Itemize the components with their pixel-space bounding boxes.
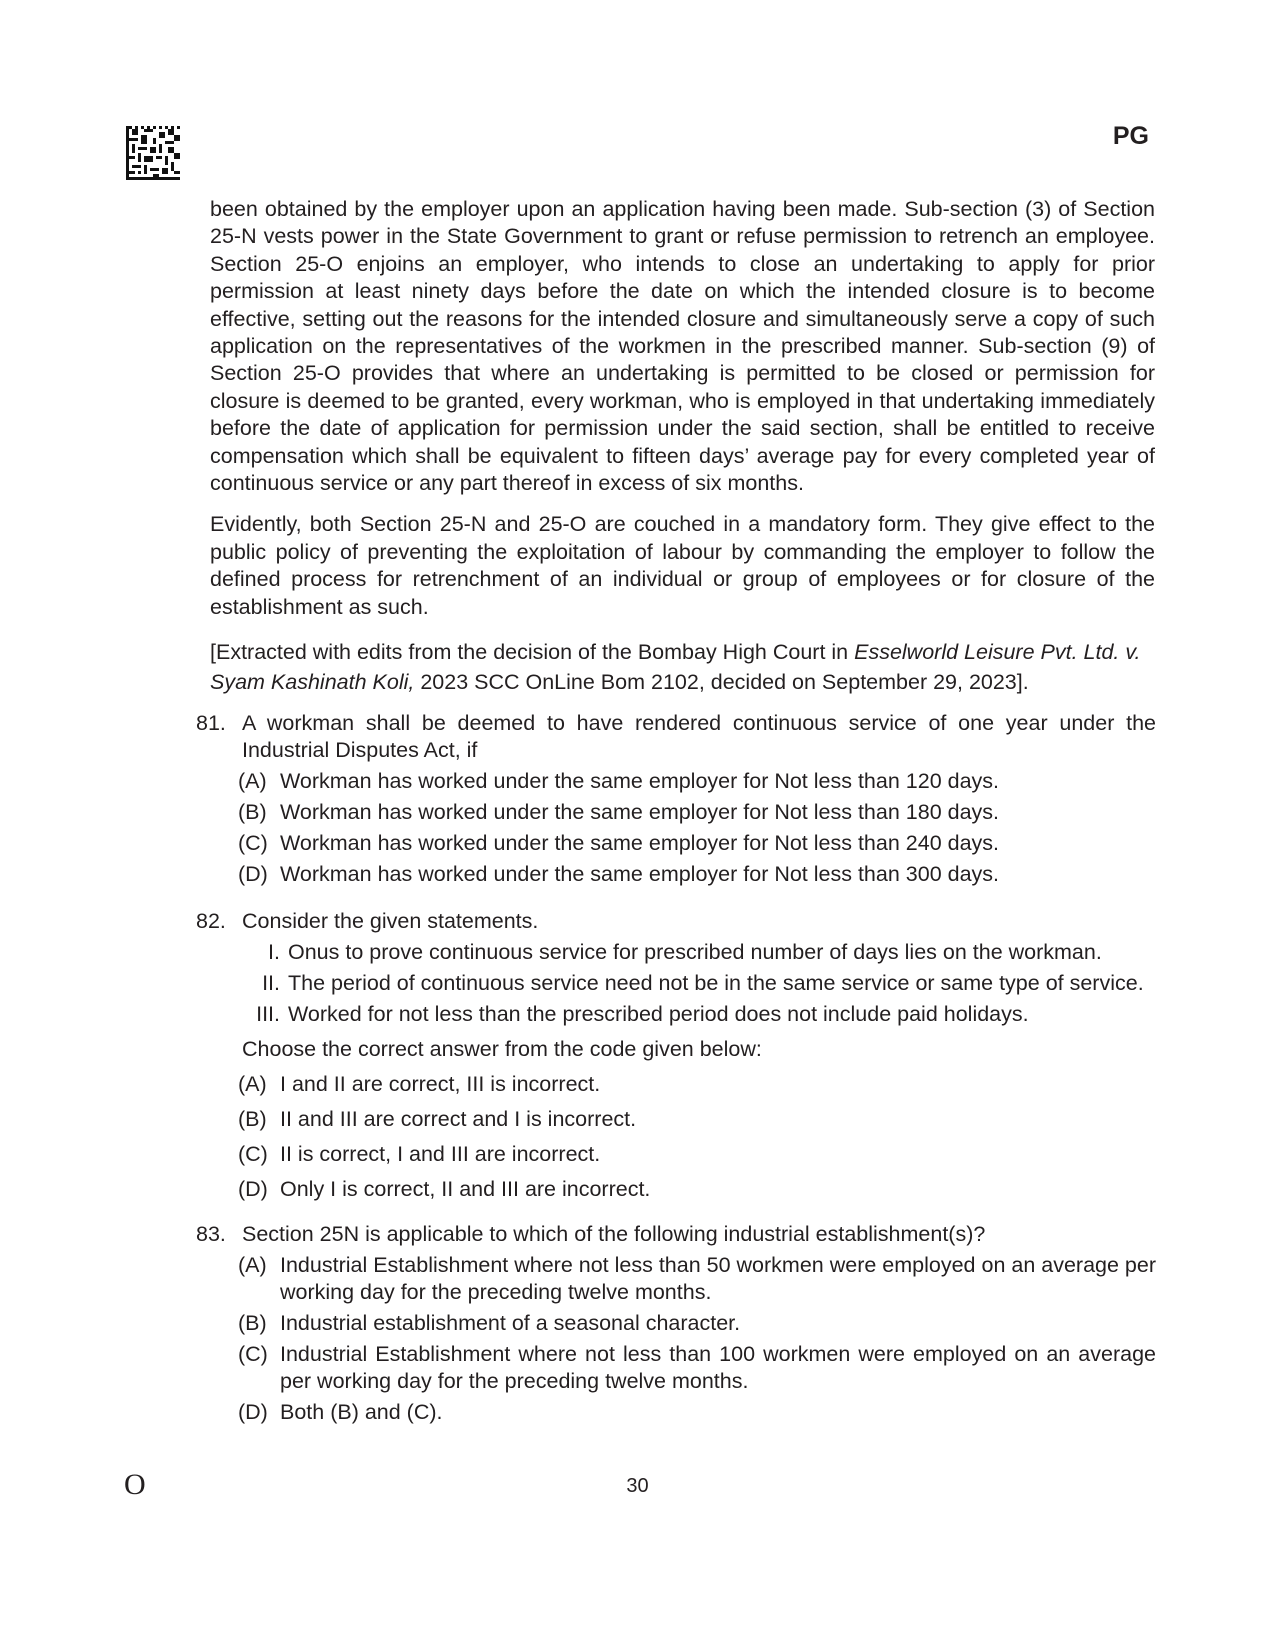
- statement-list: [242, 939, 1156, 1028]
- source-prefix: [Extracted with edits from the decision of the Bombay High Court in: [210, 640, 855, 665]
- statement-label: III.: [256, 1002, 280, 1026]
- option-label: (D): [238, 1177, 268, 1201]
- option-list: [238, 1252, 1156, 1426]
- option-c: [238, 830, 1156, 857]
- page-number: 30: [626, 1475, 649, 1497]
- option-text: II is correct, I and III are incorrect.: [280, 1142, 601, 1166]
- option-b: [238, 799, 1156, 826]
- paper-code: PG: [1112, 122, 1149, 150]
- option-label: (B): [238, 1311, 267, 1335]
- option-c: [238, 1341, 1156, 1395]
- option-label: (C): [238, 831, 268, 855]
- question-list: [196, 710, 1156, 1440]
- question-83: [196, 1221, 1156, 1426]
- question-text: Consider the given statements.: [242, 909, 539, 933]
- statement-iii: [242, 1001, 1156, 1028]
- statement-i: [242, 939, 1156, 966]
- option-text: Workman has worked under the same employer for Not less than 240 days.: [280, 831, 1000, 855]
- answer-instruction: Choose the correct answer from the code given below:: [242, 1037, 762, 1061]
- option-label: (D): [238, 1400, 268, 1424]
- question-text: A workman shall be deemed to have rendered continuous service of one year under the Industrial Disputes Act, if: [242, 711, 1156, 762]
- question-82: [196, 908, 1156, 1203]
- option-label: (C): [238, 1342, 268, 1366]
- option-b: [238, 1310, 1156, 1337]
- source-suffix: 2023 SCC OnLine Bom 2102, decided on September 29, 2023].: [414, 670, 1029, 695]
- option-label: (A): [238, 1072, 267, 1096]
- option-text: I and II are correct, III is incorrect.: [280, 1072, 601, 1096]
- option-d: [238, 861, 1156, 888]
- option-label: (B): [238, 800, 267, 824]
- question-text: Section 25N is applicable to which of the following industrial establishment(s)?: [242, 1222, 986, 1246]
- statement-text: Worked for not less than the prescribed period does not include paid holidays.: [288, 1002, 1029, 1026]
- option-text: Workman has worked under the same employer for Not less than 180 days.: [280, 800, 1000, 824]
- option-d: [238, 1176, 1156, 1203]
- option-label: (A): [238, 1253, 267, 1277]
- option-text: Industrial establishment of a seasonal character.: [280, 1311, 741, 1335]
- passage-paragraph: Evidently, both Section 25-N and 25-O are couched in a mandatory form. They give effect to the public policy of preventing the exploitation of labour by commanding the employer to follow the defined process for retrenchment of an individual or group of employees or for closure of the establishment as such.: [210, 512, 1155, 619]
- passage-paragraph: been obtained by the employer upon an application having been made. Sub-section (3) of Section 25-N vests power in the State Government to grant or refuse permission to retrench an employee. Section 25-O enjoins an employer, who intends to close an undertaking to apply for prior permission at least ninety days before the date on which the intended closure is to become effective, setting out the reasons for the intended closure and simultaneously serve a copy of such application on the representatives of the workmen in the prescribed manner. Sub-section (9) of Section 25-O provides that where an undertaking is permitted to be closed or permission for closure is deemed to be granted, every workman, who is employed in that undertaking immediately before the date of application for permission under the said section, shall be entitled to receive compensation which shall be equivalent to fifteen days’ average pay for every completed year of continuous service or any part thereof in excess of six months.: [210, 197, 1155, 496]
- option-list: [238, 1071, 1156, 1203]
- option-text: Only I is correct, II and III are incorrect.: [280, 1177, 651, 1201]
- question-number: 83.: [196, 1222, 226, 1246]
- option-b: [238, 1106, 1156, 1133]
- option-text: Both (B) and (C).: [280, 1400, 443, 1424]
- option-label: (D): [238, 862, 268, 886]
- option-label: (B): [238, 1107, 267, 1131]
- option-label: (C): [238, 1142, 268, 1166]
- statement-text: Onus to prove continuous service for prescribed number of days lies on the workman.: [288, 940, 1102, 964]
- option-text: Industrial Establishment where not less than 50 workmen were employed on an average per working day for the preceding twelve months.: [280, 1253, 1157, 1304]
- passage-source: [210, 637, 1155, 697]
- option-a: [238, 1071, 1156, 1098]
- option-c: [238, 1141, 1156, 1168]
- option-text: Workman has worked under the same employer for Not less than 120 days.: [280, 769, 1000, 793]
- option-d: [238, 1399, 1156, 1426]
- option-label: (A): [238, 769, 267, 793]
- data-matrix-code: [126, 126, 180, 180]
- statement-label: II.: [262, 971, 280, 995]
- option-list: [238, 768, 1156, 888]
- statement-label: I.: [268, 940, 280, 964]
- option-a: [238, 768, 1156, 795]
- option-text: II and III are correct and I is incorrect.: [280, 1107, 637, 1131]
- question-number: 82.: [196, 909, 226, 933]
- option-text: Workman has worked under the same employer for Not less than 300 days.: [280, 862, 1000, 886]
- source-case-name: Esselworld Leisure Pvt. Ltd. v. Syam Kashinath Koli,: [210, 640, 1141, 695]
- footer-mark: O: [124, 1468, 146, 1501]
- passage: [210, 196, 1155, 711]
- statement-ii: [242, 970, 1156, 997]
- option-a: [238, 1252, 1156, 1306]
- option-text: Industrial Establishment where not less than 100 workmen were employed on an average per working day for the preceding twelve months.: [280, 1342, 1156, 1393]
- statement-text: The period of continuous service need not be in the same service or same type of service.: [288, 971, 1144, 995]
- question-81: [196, 710, 1156, 888]
- question-number: 81.: [196, 711, 226, 735]
